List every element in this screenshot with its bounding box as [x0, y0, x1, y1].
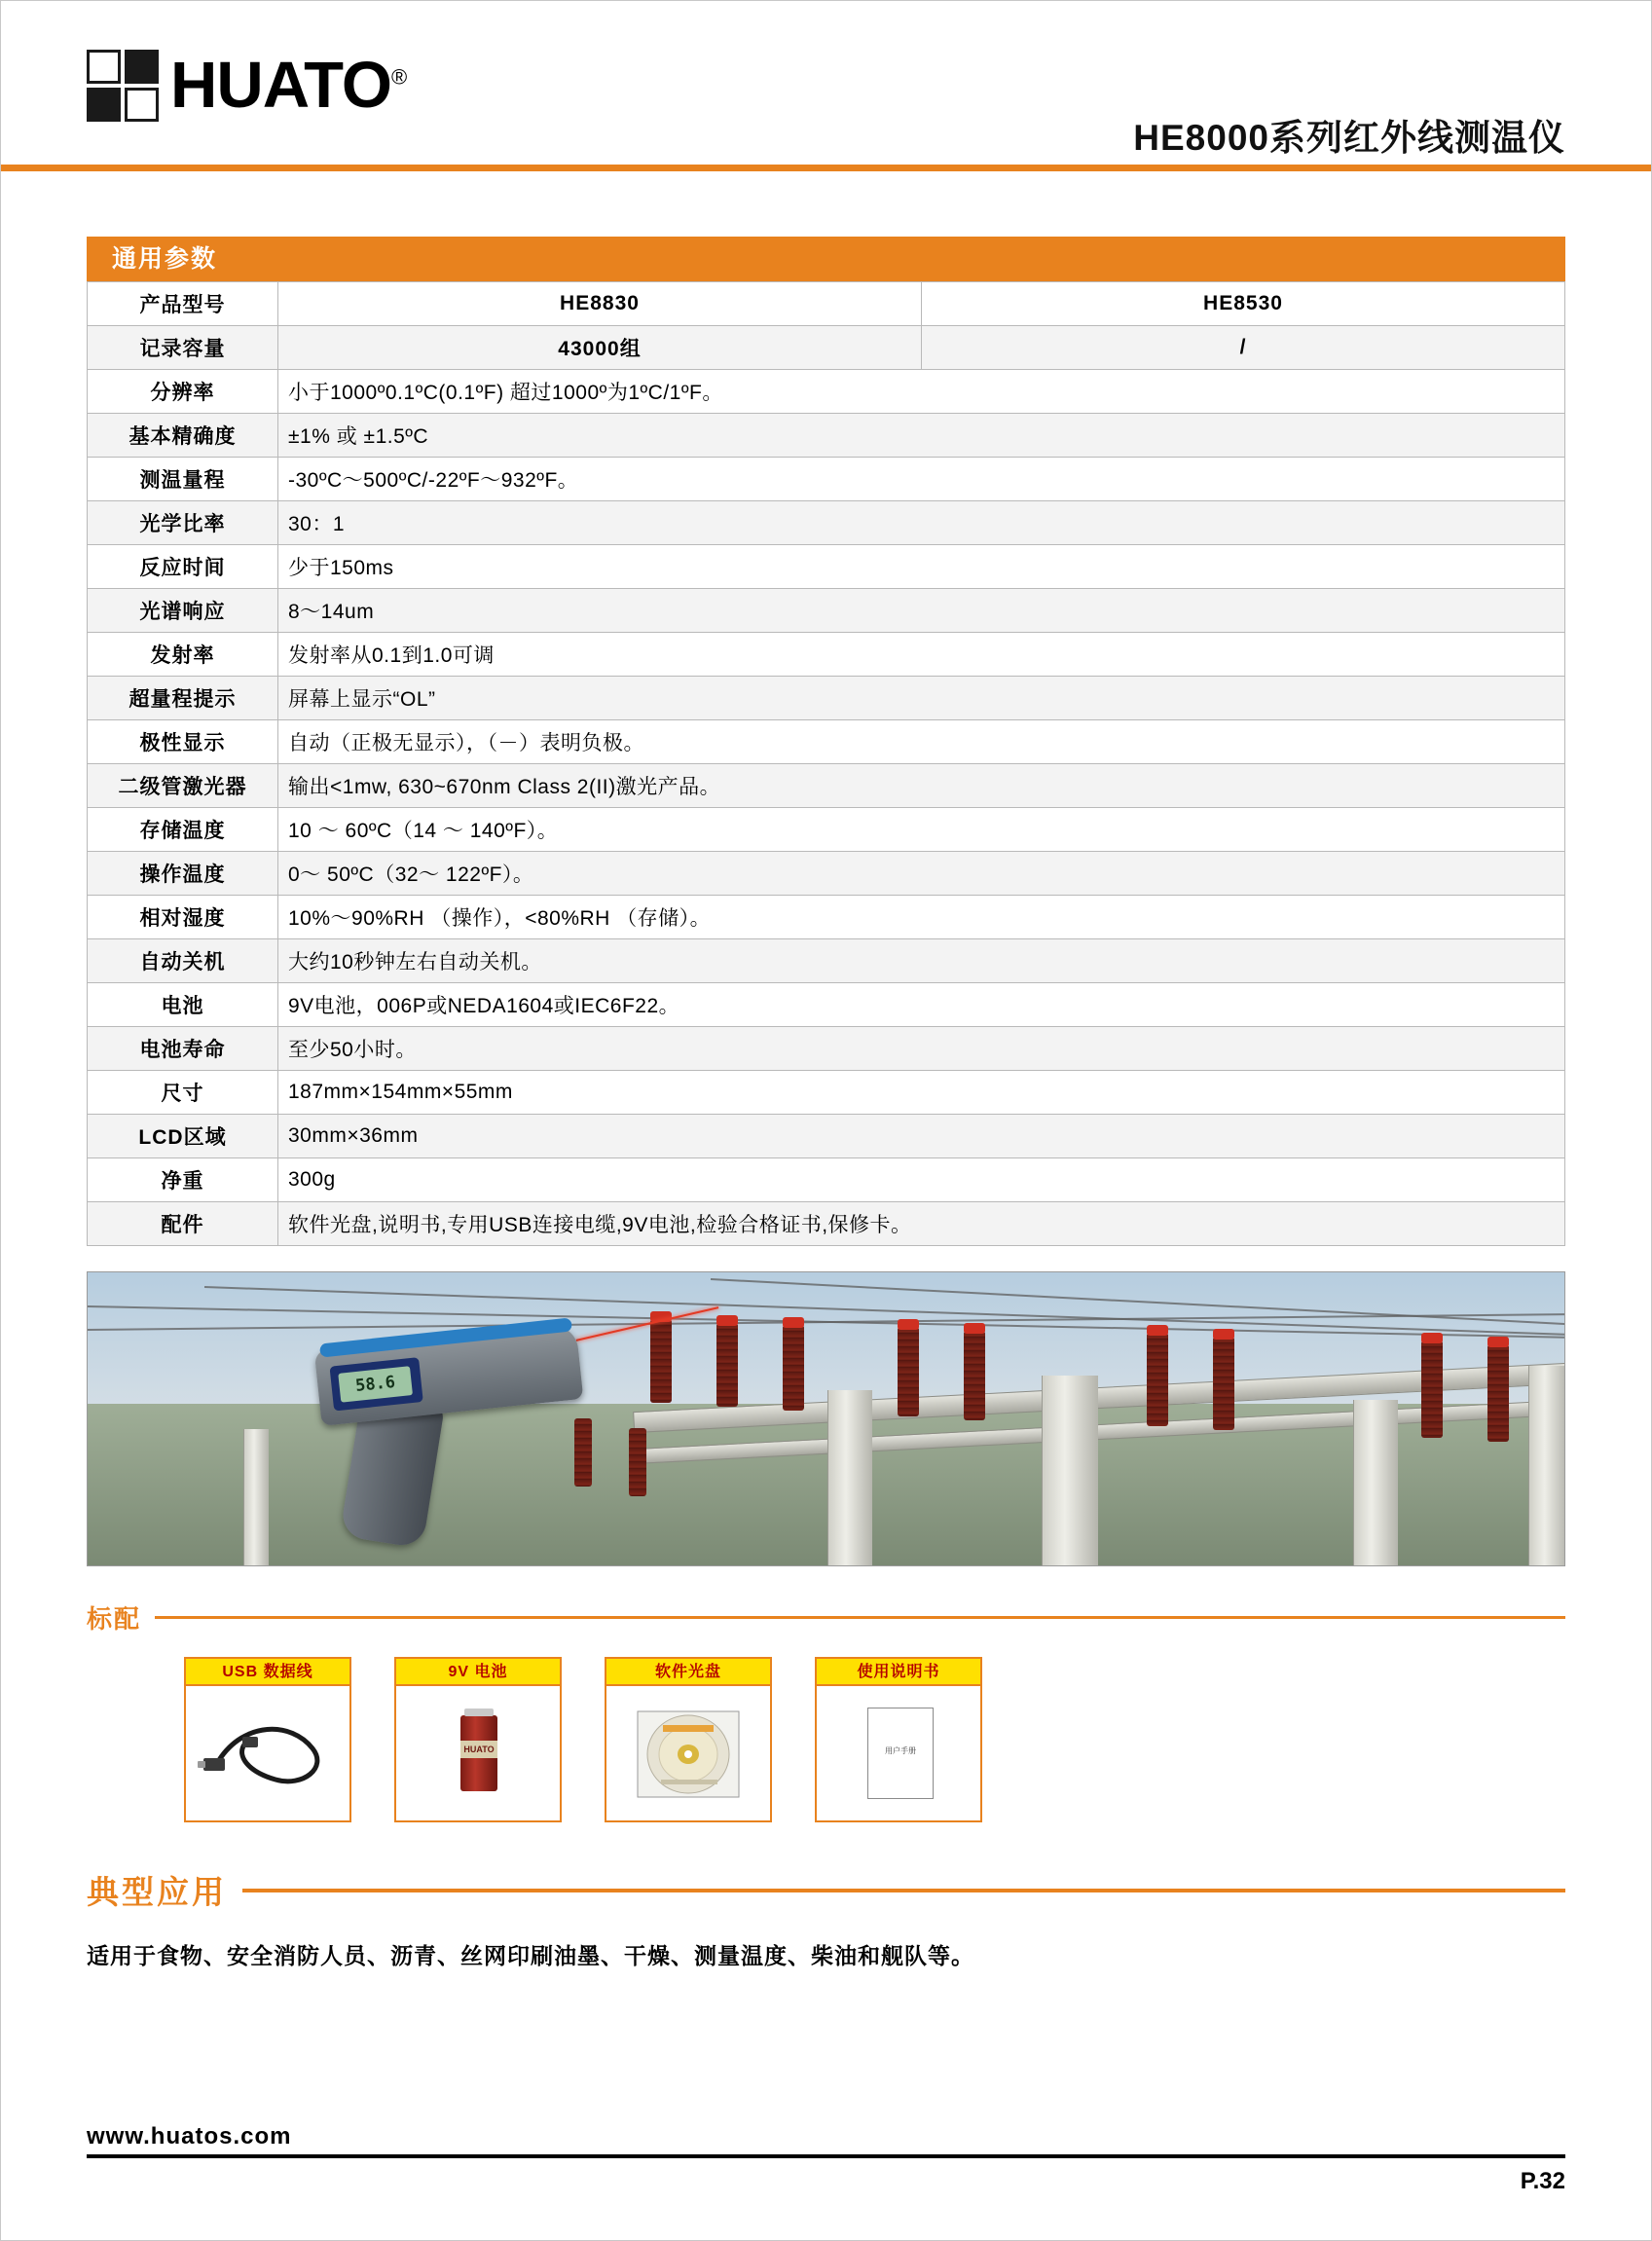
accessory-image: [186, 1686, 349, 1820]
page-content: [1, 237, 1651, 1970]
spec-label: 存储温度: [88, 808, 278, 852]
table-row: [88, 939, 1565, 983]
footer-website[interactable]: www.huatos.com: [87, 2123, 301, 2150]
table-row: [88, 1071, 1565, 1115]
spec-value: 30：1: [278, 501, 1565, 545]
insulator-cap: [898, 1319, 919, 1330]
logo-square-1: [87, 50, 121, 84]
accessories-header: [87, 1599, 1565, 1635]
insulator: [1487, 1344, 1509, 1442]
table-row: [88, 1027, 1565, 1071]
table-row: [88, 896, 1565, 939]
spec-value: 30mm×36mm: [278, 1115, 1565, 1158]
accessory-image: [817, 1686, 980, 1820]
table-row: [88, 677, 1565, 720]
spec-value: 屏幕上显示“OL”: [278, 677, 1565, 720]
insulator-cap: [783, 1317, 804, 1328]
application-text: 适用于食物、安全消防人员、沥青、丝网印刷油墨、干燥、测量温度、柴油和舰队等。: [87, 1943, 974, 1968]
spec-label: 分辨率: [88, 370, 278, 414]
spec-value: 10%～90%RH （操作），<80%RH （存储）。: [278, 896, 1565, 939]
table-row: [88, 983, 1565, 1027]
spec-value: -30ºC～500ºC/-22ºF～932ºF。: [278, 458, 1565, 501]
footer-row: [87, 2123, 1565, 2195]
concrete-column: [1528, 1366, 1565, 1565]
spec-label: 光学比率: [88, 501, 278, 545]
application-divider: [242, 1889, 1565, 1892]
accessories-title: 标配: [87, 1604, 142, 1634]
table-row: [88, 720, 1565, 764]
spec-value: 300g: [278, 1158, 1565, 1202]
spec-value: 9V电池，006P或NEDA1604或IEC6F22。: [278, 983, 1565, 1027]
insulator-cap: [1421, 1333, 1443, 1343]
product-photo: [87, 1271, 1565, 1566]
spec-value: 发射率从0.1到1.0可调: [278, 633, 1565, 677]
accessory-card-manual: [815, 1657, 982, 1822]
accessory-label: USB 数据线: [186, 1659, 349, 1686]
spec-value-capacity-2: /: [922, 326, 1565, 370]
spec-label: 操作温度: [88, 852, 278, 896]
spec-label: 电池寿命: [88, 1027, 278, 1071]
battery-terminal: [464, 1708, 494, 1716]
table-row: [88, 589, 1565, 633]
thermometer-panel: [329, 1357, 422, 1411]
accessory-card-battery: [394, 1657, 562, 1822]
spec-value: 软件光盘,说明书,专用USB连接电缆,9V电池,检验合格证书,保修卡。: [278, 1202, 1565, 1246]
application-title: 典型应用: [87, 1874, 227, 1910]
spec-label: 发射率: [88, 633, 278, 677]
concrete-column: [827, 1390, 872, 1565]
insulator: [783, 1325, 804, 1411]
spec-value: 0～ 50ºC（32～ 122ºF）。: [278, 852, 1565, 896]
page-header: [1, 1, 1651, 166]
spec-label: 极性显示: [88, 720, 278, 764]
spec-label: 产品型号: [88, 282, 278, 326]
page-title: HE8000系列红外线测温仪: [1133, 118, 1565, 158]
spec-section-title: 通用参数: [87, 237, 1565, 281]
accessory-label: 软件光盘: [606, 1659, 770, 1686]
header-divider: [1, 165, 1651, 171]
spec-value: 小于1000º0.1ºC(0.1ºF) 超过1000º为1ºC/1ºF。: [278, 370, 1565, 414]
accessory-image: [606, 1686, 770, 1820]
table-row: [88, 501, 1565, 545]
spec-value-capacity-1: 43000组: [278, 326, 922, 370]
insulator-cap: [716, 1315, 738, 1326]
footer-page-number: P.32: [1520, 2168, 1565, 2194]
concrete-column: [1042, 1376, 1098, 1565]
accessory-label: 使用说明书: [817, 1659, 980, 1686]
spec-label: 反应时间: [88, 545, 278, 589]
footer-divider: [87, 2154, 1565, 2158]
table-row: [88, 764, 1565, 808]
logo-square-3: [87, 88, 121, 122]
spec-value: 10 ～ 60ºC（14 ～ 140ºF）。: [278, 808, 1565, 852]
spec-label: 相对湿度: [88, 896, 278, 939]
spec-value-model-2: HE8530: [922, 282, 1565, 326]
table-row: [88, 633, 1565, 677]
brand-name: [170, 48, 406, 123]
spec-label: 测温量程: [88, 458, 278, 501]
registered-mark-icon: ®: [391, 64, 407, 90]
insulator-cap: [1487, 1337, 1509, 1347]
logo-square-4: [125, 88, 159, 122]
spec-value: 8～14um: [278, 589, 1565, 633]
thermometer-lcd-reading: 58.6: [338, 1366, 413, 1403]
spec-label: 尺寸: [88, 1071, 278, 1115]
spec-label: 基本精确度: [88, 414, 278, 458]
spec-value: 输出<1mw, 630~670nm Class 2(II)激光产品。: [278, 764, 1565, 808]
manual-cover-text: 用户手册: [885, 1746, 916, 1755]
spec-value: 自动（正极无显示），（－）表明负极。: [278, 720, 1565, 764]
manual-book-icon: [867, 1708, 934, 1799]
photo-ground: [88, 1404, 1564, 1565]
spec-label: 自动关机: [88, 939, 278, 983]
insulator: [574, 1418, 592, 1487]
table-row: [88, 1115, 1565, 1158]
spec-label: 二级管激光器: [88, 764, 278, 808]
spec-value: ±1% 或 ±1.5ºC: [278, 414, 1565, 458]
insulator-cap: [1213, 1329, 1234, 1340]
application-header: [87, 1867, 1565, 1913]
table-row: [88, 458, 1565, 501]
page-footer: [87, 2123, 1565, 2195]
usb-cable-icon: [186, 1686, 349, 1820]
spec-label: 超量程提示: [88, 677, 278, 720]
table-row: [88, 852, 1565, 896]
spec-label: 净重: [88, 1158, 278, 1202]
table-row: [88, 414, 1565, 458]
table-row: [88, 282, 1565, 326]
table-row: [88, 1158, 1565, 1202]
insulator: [1147, 1333, 1168, 1426]
spec-value: 大约10秒钟左右自动关机。: [278, 939, 1565, 983]
spec-label: LCD区域: [88, 1115, 278, 1158]
table-row: [88, 545, 1565, 589]
accessory-card-usb-cable: [184, 1657, 351, 1822]
battery-brand-band: HUATO: [460, 1741, 497, 1758]
accessories-list: [87, 1657, 1565, 1822]
insulator: [629, 1428, 646, 1496]
battery-icon: [460, 1715, 497, 1791]
accessory-label: 9V 电池: [396, 1659, 560, 1686]
table-row: [88, 370, 1565, 414]
brand-name-text: HUATO: [170, 49, 392, 122]
accessory-image: [396, 1686, 560, 1820]
insulator-cap: [964, 1323, 985, 1334]
insulator-cap: [1147, 1325, 1168, 1336]
spec-value: 至少50小时。: [278, 1027, 1565, 1071]
concrete-column: [1353, 1400, 1398, 1565]
insulator: [650, 1319, 672, 1403]
spec-value-model-1: HE8830: [278, 282, 922, 326]
cd-disc-icon: [606, 1686, 770, 1820]
insulator: [964, 1331, 985, 1420]
spec-label: 光谱响应: [88, 589, 278, 633]
insulator: [898, 1327, 919, 1416]
table-row: [88, 808, 1565, 852]
spec-label: 配件: [88, 1202, 278, 1246]
insulator: [1421, 1341, 1443, 1438]
spec-value: 少于150ms: [278, 545, 1565, 589]
huato-logo-icon: [87, 50, 159, 122]
concrete-column: [243, 1429, 269, 1565]
accessories-divider: [155, 1616, 1565, 1619]
table-row: [88, 326, 1565, 370]
insulator: [716, 1323, 738, 1407]
spec-table: [87, 281, 1565, 1246]
table-row: [88, 1202, 1565, 1246]
logo-square-2: [125, 50, 159, 84]
insulator: [1213, 1337, 1234, 1430]
spec-value: 187mm×154mm×55mm: [278, 1071, 1565, 1115]
brand-logo: [87, 48, 406, 123]
spec-label: 电池: [88, 983, 278, 1027]
spec-label: 记录容量: [88, 326, 278, 370]
accessory-card-cd: [605, 1657, 772, 1822]
